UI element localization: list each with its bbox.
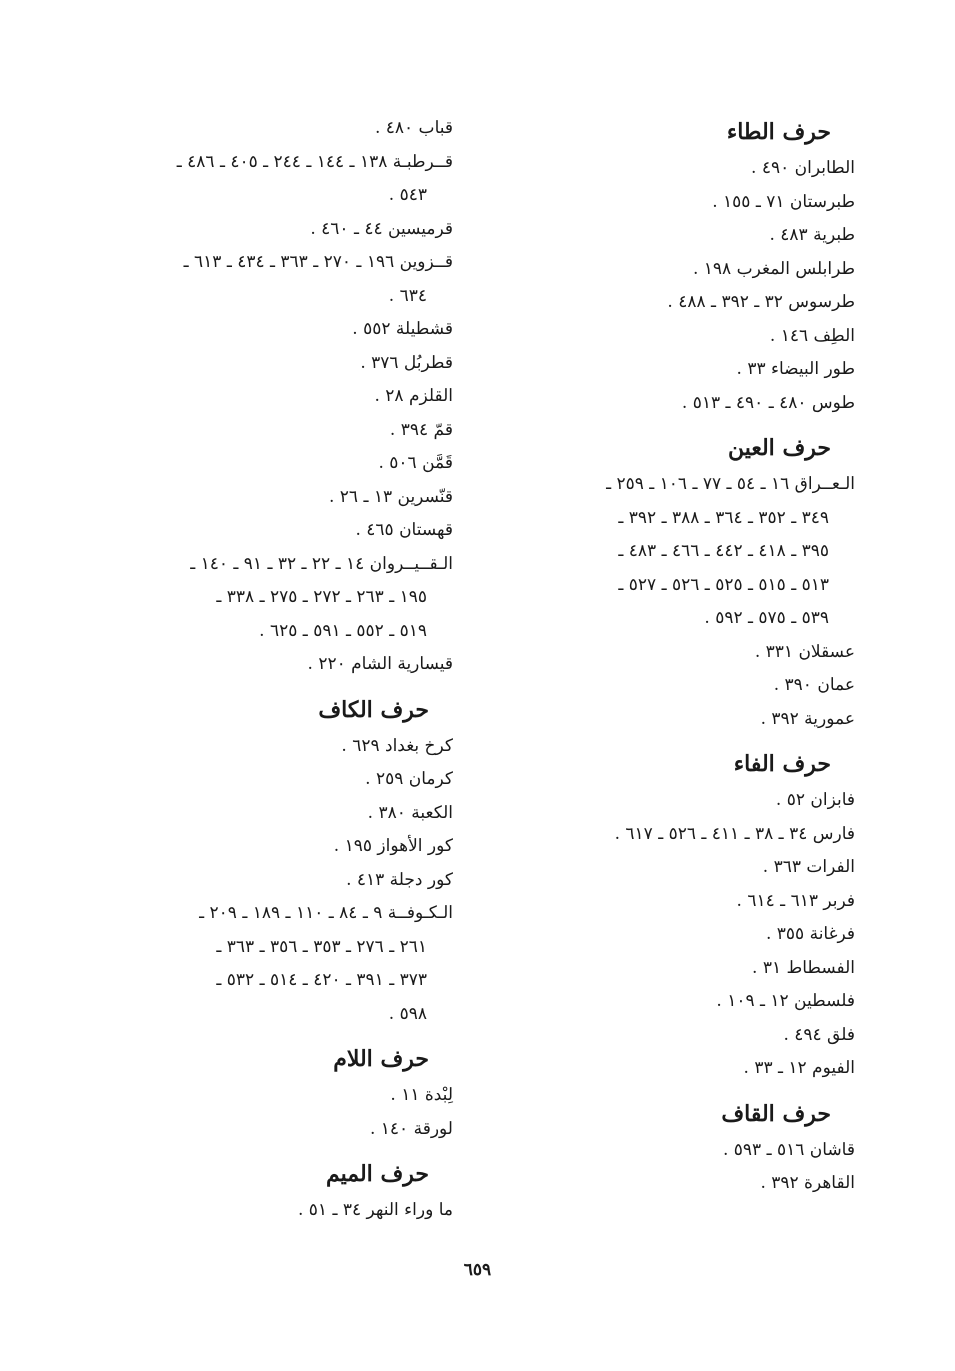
index-column-left — [98, 112, 453, 1228]
index-entry — [500, 918, 855, 952]
entry-line: عمان ٣٩٠ . — [773, 675, 855, 695]
entry-continuation-line: ٥٣٩ ـ ٥٧٥ ـ ٥٩٢ . — [704, 608, 829, 628]
index-entry — [500, 387, 855, 421]
entry-line: طبرية ٤٨٣ . — [769, 225, 855, 245]
page-number: ٦٥٩ — [463, 1260, 492, 1280]
section-heading: حرف العين — [727, 435, 831, 461]
entry-line: القاهرة ٣٩٢ . — [760, 1173, 855, 1193]
index-entry — [98, 514, 453, 548]
section-heading: حرف الميم — [325, 1161, 429, 1187]
entry-line: طرسوس ٣٢ ـ ٣٩٢ ـ ٤٨٨ . — [667, 292, 855, 312]
index-entry — [500, 286, 855, 320]
section-heading: حرف الفاء — [733, 751, 831, 777]
index-entry — [98, 481, 453, 515]
index-entry — [500, 1134, 855, 1168]
entry-line: كور دجلة ٤١٣ . — [346, 869, 453, 890]
index-entry — [500, 253, 855, 287]
index-entry — [500, 219, 855, 253]
index-entry — [98, 112, 453, 146]
index-entry — [98, 414, 453, 448]
index-entry — [98, 830, 453, 864]
index-entry — [500, 669, 855, 703]
index-entry — [500, 1167, 855, 1201]
section-heading: حرف القاف — [721, 1100, 831, 1127]
entry-line: كور الأهواز ١٩٥ . — [333, 836, 453, 856]
index-column-right — [500, 112, 855, 1201]
entry-line: قاشان ٥١٦ ـ ٥٩٣ . — [722, 1139, 855, 1160]
entry-line: لورقة ١٤٠ . — [369, 1118, 453, 1139]
index-entry — [98, 380, 453, 414]
index-entry — [98, 897, 453, 1031]
index-entry — [98, 347, 453, 381]
entry-continuation-line: ٥١٣ ـ ٥١٥ ـ ٥٢٥ ـ ٥٢٦ ـ ٥٢٧ ـ — [618, 574, 829, 595]
entry-line: عسقلان ٣٣١ . — [754, 641, 855, 662]
entry-line: قباب ٤٨٠ . — [374, 118, 453, 138]
entry-line: لِبْدة ١١ . — [390, 1085, 453, 1105]
entry-line: الفرات ٣٦٣ . — [762, 857, 855, 877]
index-entry — [98, 213, 453, 247]
index-entry — [500, 851, 855, 885]
entry-line: الفسطاط ٣١ . — [752, 957, 855, 978]
index-entry — [98, 1079, 453, 1113]
entry-continuation-line: ٥٤٣ . — [388, 185, 427, 205]
index-entry — [500, 1052, 855, 1086]
entry-line: طور البيضاء ٣٣ . — [736, 359, 855, 379]
entry-line: الـقــيــروان ١٤ ـ ٢٢ ـ ٣٢ ـ ٩١ ـ ١٤٠ ـ — [190, 553, 453, 574]
index-entry — [98, 1194, 453, 1228]
entry-line: الفيوم ١٢ ـ ٣٣ . — [743, 1058, 855, 1078]
index-entry — [500, 703, 855, 737]
index-entry — [98, 648, 453, 682]
entry-line: قطربُل ٣٧٦ . — [360, 352, 453, 373]
index-entry — [500, 885, 855, 919]
index-entry — [98, 797, 453, 831]
entry-line: فلق ٤٩٤ . — [783, 1024, 855, 1045]
index-entry — [98, 447, 453, 481]
entry-line: قشطيلة ٥٥٢ . — [352, 319, 453, 339]
index-entry — [500, 1019, 855, 1053]
entry-line: قيسارية الشام ٢٢٠ . — [307, 654, 453, 674]
entry-line: عمورية ٣٩٢ . — [760, 708, 855, 729]
index-entry — [500, 784, 855, 818]
entry-line: طوس ٤٨٠ ـ ٤٩٠ ـ ٥١٣ . — [681, 392, 855, 413]
entry-continuation-line: ٣٤٩ ـ ٣٥٢ ـ ٣٦٤ ـ ٣٨٨ ـ ٣٩٢ ـ — [618, 507, 829, 528]
index-entry — [500, 468, 855, 636]
entry-line: قــزوين ١٩٦ ـ ٢٧٠ ـ ٣٦٣ ـ ٤٣٤ ـ ٦١٣ ـ — [183, 252, 453, 272]
index-entry — [98, 730, 453, 764]
entry-line: قَمَّن ٥٠٦ . — [378, 453, 453, 473]
entry-line: قرميسين ٤٤ ـ ٤٦٠ . — [310, 218, 453, 239]
section-heading: حرف اللام — [333, 1046, 429, 1072]
entry-line: فربر ٦١٣ ـ ٦١٤ . — [736, 890, 855, 911]
entry-continuation-line: ٣٧٣ ـ ٣٩١ ـ ٤٢٠ ـ ٥١٤ ـ ٥٣٢ ـ — [216, 970, 427, 990]
entry-line: الطِف ١٤٦ . — [769, 325, 855, 346]
entry-continuation-line: ٢٦١ ـ ٢٧٦ ـ ٣٥٣ ـ ٣٥٦ ـ ٣٦٣ ـ — [216, 936, 427, 957]
section-heading: حرف الطاء — [726, 119, 831, 145]
index-entry — [500, 636, 855, 670]
entry-continuation-line: ٣٩٥ ـ ٤١٨ ـ ٤٤٢ ـ ٤٦٦ ـ ٤٨٣ ـ — [618, 541, 829, 561]
index-entry — [98, 864, 453, 898]
entry-line: فابزان ٥٢ . — [775, 790, 855, 810]
entry-line: فارس ٣٤ ـ ٣٨ ـ ٤١١ ـ ٥٢٦ ـ ٦١٧ . — [614, 823, 855, 844]
entry-line: فرغانة ٣٥٥ . — [765, 924, 855, 944]
entry-line: قمّ ٣٩٤ . — [389, 419, 453, 440]
index-entry — [500, 152, 855, 186]
entry-line: قنّسرين ١٣ ـ ٢٦ . — [328, 486, 453, 507]
entry-continuation-line: ١٩٥ ـ ٢٦٣ ـ ٢٧٢ ـ ٢٧٥ ـ ٣٣٨ ـ — [216, 587, 427, 607]
index-entry — [500, 818, 855, 852]
index-entry — [500, 186, 855, 220]
entry-continuation-line: ٥١٩ ـ ٥٥٢ ـ ٥٩١ ـ ٦٢٥ . — [259, 620, 427, 641]
entry-continuation-line: ٥٩٨ . — [388, 1003, 427, 1024]
index-entry — [500, 985, 855, 1019]
entry-line: فلسطين ١٢ ـ ١٠٩ . — [716, 991, 855, 1011]
entry-line: قــرطبـة ١٣٨ ـ ١٤٤ ـ ٢٤٤ ـ ٤٠٥ ـ ٤٨٦ ـ — [176, 151, 453, 172]
index-entry — [500, 320, 855, 354]
entry-line: كرمان ٢٥٩ . — [365, 769, 453, 789]
entry-line: ما وراء النهر ٣٤ ـ ٥١ . — [297, 1200, 453, 1220]
index-entry — [98, 246, 453, 313]
entry-line: كرخ بغداد ٦٢٩ . — [341, 735, 453, 756]
entry-line: الكعبة ٣٨٠ . — [367, 802, 453, 823]
index-entry — [500, 952, 855, 986]
index-entry — [98, 763, 453, 797]
entry-line: قهستان ٤٦٥ . — [355, 520, 453, 540]
entry-line: الـكـوفــة ٩ ـ ٨٤ ـ ١١٠ ـ ١٨٩ ـ ٢٠٩ ـ — [199, 903, 453, 923]
entry-line: القلزم ٢٨ . — [374, 386, 453, 406]
entry-line: الـعــراق ١٦ ـ ٥٤ ـ ٧٧ ـ ١٠٦ ـ ٢٥٩ ـ — [606, 474, 855, 494]
entry-continuation-line: ٦٣٤ . — [388, 285, 427, 306]
index-entry — [500, 353, 855, 387]
entry-line: طرابلس المغرب ١٩٨ . — [692, 258, 855, 279]
index-entry — [98, 548, 453, 649]
index-entry — [98, 313, 453, 347]
section-heading: حرف الكاف — [318, 696, 429, 723]
entry-line: طبرستان ٧١ ـ ١٥٥ . — [712, 191, 855, 212]
index-entry — [98, 1113, 453, 1147]
entry-line: الطابران ٤٩٠ . — [751, 158, 855, 178]
index-entry — [98, 146, 453, 213]
